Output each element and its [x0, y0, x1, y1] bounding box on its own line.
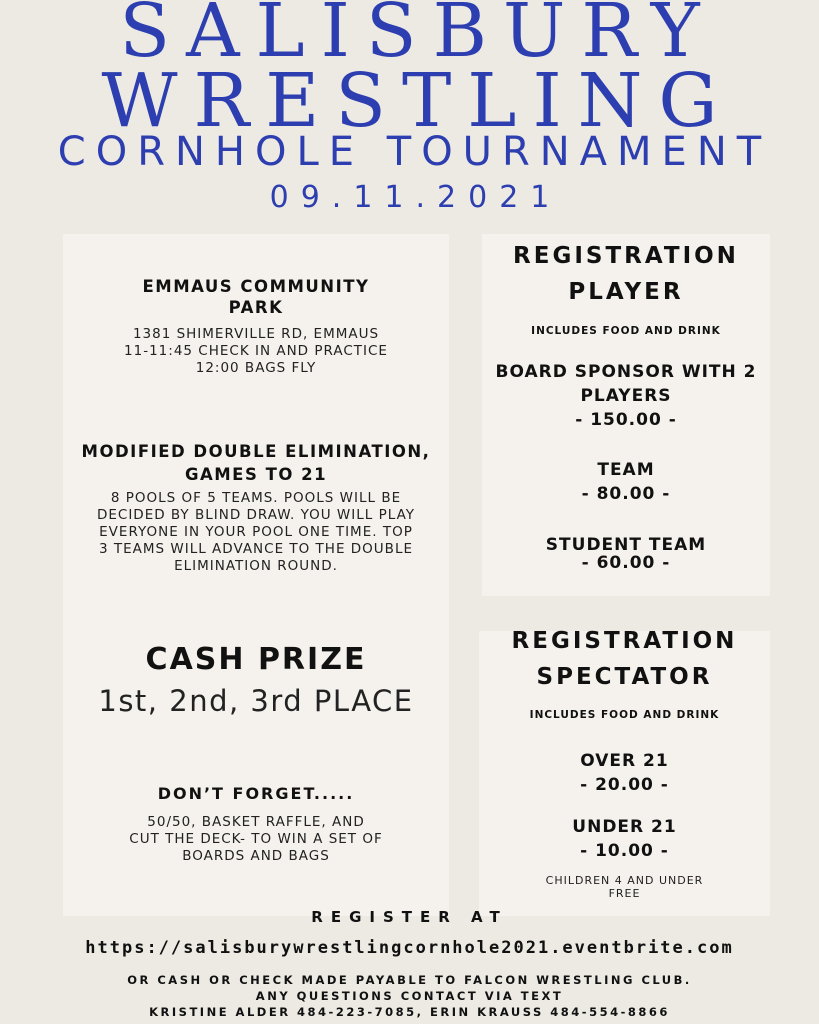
reminder-line: 50/50, BASKET RAFFLE, AND: [147, 814, 365, 830]
spectator-includes-note: INCLUDES FOOD AND DRINK: [529, 709, 720, 721]
location-details: [63, 326, 449, 377]
registration-player-heading: [482, 238, 770, 310]
location-name-line-2: PARK: [228, 298, 284, 317]
option-label: OVER 21: [580, 751, 669, 771]
children-note-line-1: CHILDREN 4 AND UNDER: [545, 874, 704, 887]
contact-note: ANY QUESTIONS CONTACT VIA TEXT: [255, 989, 564, 1003]
contact-names: KRISTINE ALDER 484-223-7085, ERIN KRAUSS 484-554-8866: [149, 1005, 670, 1019]
prize-places: 1st, 2nd, 3rd PLACE: [98, 684, 414, 718]
event-details-panel: [63, 234, 449, 916]
location-name: [63, 276, 449, 318]
over-21-option: [479, 749, 770, 797]
option-price: - 80.00 -: [581, 484, 671, 504]
option-price: - 60.00 -: [581, 553, 671, 573]
registration-spectator-heading: [479, 623, 770, 695]
format-heading-line-2: GAMES TO 21: [184, 465, 328, 484]
checkin-time: 11-11:45 CHECK IN AND PRACTICE: [124, 343, 388, 359]
option-price: - 20.00 -: [580, 775, 669, 795]
registration-heading-line-2: PLAYER: [568, 279, 684, 305]
register-at-label: REGISTER AT: [311, 908, 508, 926]
reminder-line: CUT THE DECK- TO WIN A SET OF: [129, 831, 383, 847]
option-label: UNDER 21: [572, 817, 677, 837]
format-description: [63, 490, 449, 575]
format-line: EVERYONE IN YOUR POOL ONE TIME. TOP: [99, 524, 413, 540]
children-note-line-2: FREE: [608, 887, 641, 900]
player-includes-note: INCLUDES FOOD AND DRINK: [531, 325, 721, 337]
title-line-2: WRESTLING: [101, 58, 734, 144]
option-price: - 10.00 -: [580, 841, 669, 861]
format-line: ELIMINATION ROUND.: [174, 558, 338, 574]
student-team-option: [482, 536, 770, 572]
registration-heading-line-2: SPECTATOR: [536, 664, 713, 690]
location-address: 1381 SHIMERVILLE RD, EMMAUS: [132, 326, 380, 342]
under-21-option: [479, 815, 770, 863]
registration-url[interactable]: https://salisburywrestlingcornhole2021.eventbrite.com: [85, 938, 734, 958]
registration-heading-line-1: REGISTRATION: [513, 243, 739, 269]
option-label: PLAYERS: [580, 386, 672, 406]
team-option: [482, 458, 770, 506]
format-heading: [63, 440, 449, 486]
format-line: 8 POOLS OF 5 TEAMS. POOLS WILL BE: [110, 490, 402, 506]
reminder-details: [63, 814, 449, 865]
children-free-note: [479, 874, 770, 900]
location-name-line-1: EMMAUS COMMUNITY: [142, 277, 370, 296]
start-time: 12:00 BAGS FLY: [195, 360, 317, 376]
payment-note: OR CASH OR CHECK MADE PAYABLE TO FALCON WRESTLING CLUB.: [127, 973, 692, 987]
cash-prize-heading: CASH PRIZE: [145, 642, 367, 677]
registration-spectator-panel: [479, 628, 770, 916]
option-price: - 150.00 -: [575, 410, 677, 430]
event-date: 09.11.2021: [269, 180, 562, 215]
reminder-line: BOARDS AND BAGS: [182, 848, 330, 864]
format-line: 3 TEAMS WILL ADVANCE TO THE DOUBLE: [98, 541, 413, 557]
registration-player-panel: [482, 234, 770, 596]
option-label: STUDENT TEAM: [545, 535, 707, 555]
title-line-1: SALISBURY: [119, 0, 716, 74]
registration-heading-line-1: REGISTRATION: [511, 628, 738, 654]
option-label: TEAM: [597, 460, 655, 480]
reminder-heading: DON’T FORGET.....: [157, 784, 355, 803]
board-sponsor-option: [482, 360, 770, 432]
format-line: DECIDED BY BLIND DRAW. YOU WILL PLAY: [96, 507, 416, 523]
format-heading-line-1: MODIFIED DOUBLE ELIMINATION,: [81, 442, 431, 461]
event-subtitle: CORNHOLE TOURNAMENT: [57, 129, 772, 175]
option-label: BOARD SPONSOR WITH 2: [495, 362, 757, 382]
